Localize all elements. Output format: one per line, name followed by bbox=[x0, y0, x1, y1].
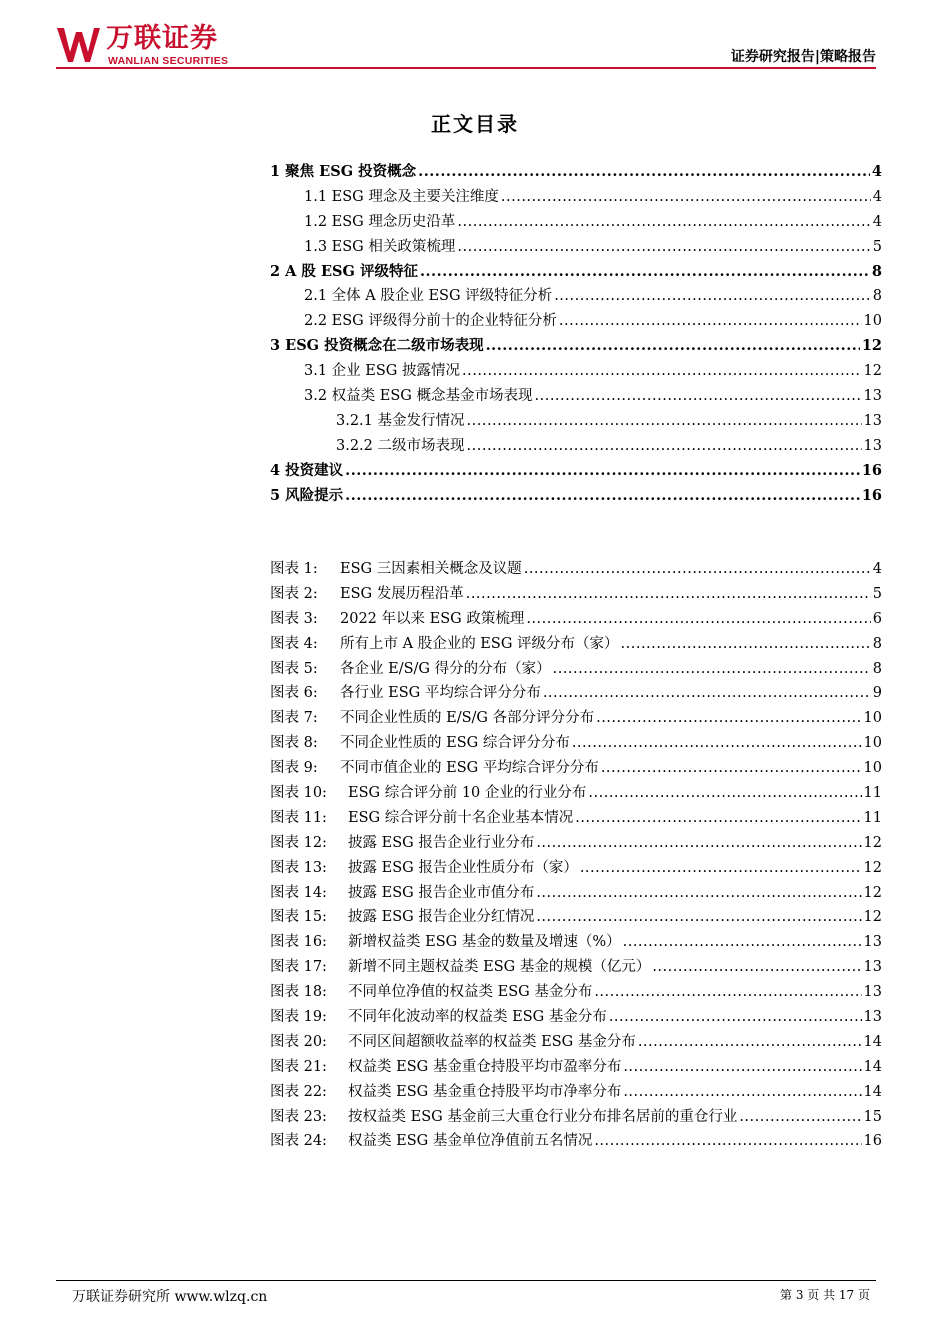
figure-page: 11 bbox=[863, 809, 882, 826]
figure-label: 不同企业性质的 ESG 综合评分分布 bbox=[340, 735, 570, 752]
figure-label: 不同年化波动率的权益类 ESG 基金分布 bbox=[348, 1009, 607, 1026]
toc-entry-label: 3.2 权益类 ESG 概念基金市场表现 bbox=[304, 388, 533, 405]
figure-label: 新增权益类 ESG 基金的数量及增速（%） bbox=[348, 934, 621, 951]
toc-entry-page: 10 bbox=[863, 313, 882, 330]
toc-entry[interactable] bbox=[270, 359, 882, 384]
page-header bbox=[56, 22, 876, 68]
figure-label: 新增不同主题权益类 ESG 基金的规模（亿元） bbox=[348, 959, 651, 976]
figure-page: 13 bbox=[863, 959, 882, 976]
figure-number: 图表 18: bbox=[270, 984, 327, 1001]
toc-entry[interactable] bbox=[270, 185, 882, 210]
figure-leader-dots bbox=[524, 561, 871, 577]
figure-entry[interactable] bbox=[270, 1055, 882, 1080]
toc-entry-label: 2 A 股 ESG 评级特征 bbox=[270, 262, 418, 280]
figure-leader-dots bbox=[466, 586, 871, 602]
toc-entry-page: 4 bbox=[872, 188, 882, 205]
figure-label: 披露 ESG 报告企业行业分布 bbox=[348, 834, 535, 851]
toc-entry[interactable] bbox=[270, 384, 882, 409]
figure-page: 14 bbox=[863, 1058, 882, 1075]
figure-entry[interactable] bbox=[270, 831, 882, 856]
toc-entry[interactable] bbox=[270, 484, 882, 509]
figure-page: 13 bbox=[863, 984, 882, 1001]
figure-page: 8 bbox=[872, 660, 882, 677]
figure-page: 13 bbox=[863, 1009, 882, 1026]
figure-list bbox=[270, 557, 882, 1154]
figure-leader-dots bbox=[594, 984, 861, 1000]
toc-leader-dots bbox=[462, 363, 862, 379]
figure-entry[interactable] bbox=[270, 681, 882, 706]
figure-page: 8 bbox=[872, 635, 882, 652]
figure-page: 5 bbox=[872, 585, 882, 602]
figure-page: 16 bbox=[863, 1133, 882, 1150]
toc-leader-dots bbox=[345, 487, 860, 504]
figure-leader-dots bbox=[536, 909, 861, 925]
figure-leader-dots bbox=[638, 1034, 862, 1050]
page-title: 正文目录 bbox=[431, 112, 519, 136]
wanlian-logo-icon bbox=[56, 26, 100, 64]
toc-entry-label: 3 ESG 投资概念在二级市场表现 bbox=[270, 337, 484, 355]
figure-number: 图表 23: bbox=[270, 1108, 327, 1125]
toc-leader-dots bbox=[559, 313, 862, 329]
toc-leader-dots bbox=[420, 263, 870, 280]
figure-leader-dots bbox=[536, 885, 861, 901]
toc-entry[interactable] bbox=[270, 210, 882, 235]
figure-number: 图表 6: bbox=[270, 685, 318, 702]
figure-leader-dots bbox=[553, 661, 871, 677]
figure-entry[interactable] bbox=[270, 881, 882, 906]
figure-number: 图表 20: bbox=[270, 1033, 327, 1050]
figure-leader-dots bbox=[623, 1059, 861, 1075]
figure-entry[interactable] bbox=[270, 905, 882, 930]
toc-entry-label: 3.2.2 二级市场表现 bbox=[336, 437, 465, 454]
figure-label: 权益类 ESG 基金重仓持股平均市净率分布 bbox=[348, 1083, 622, 1100]
footer-institute: 万联证券研究所 www.wlzq.cn bbox=[72, 1289, 268, 1305]
figure-leader-dots bbox=[526, 611, 870, 627]
figure-page: 10 bbox=[863, 760, 882, 777]
figure-leader-dots bbox=[652, 959, 861, 975]
figure-page: 10 bbox=[863, 710, 882, 727]
figure-leader-dots bbox=[575, 810, 861, 826]
figure-number: 图表 2: bbox=[270, 585, 318, 602]
figure-label: ESG 三因素相关概念及议题 bbox=[340, 561, 522, 577]
logo-chinese-name: 万联证券 bbox=[106, 23, 218, 54]
toc-leader-dots bbox=[457, 239, 870, 255]
page-number: 第 3 页 共 17 页 bbox=[780, 1288, 870, 1302]
figure-entry[interactable] bbox=[270, 1129, 882, 1154]
figure-entry[interactable] bbox=[270, 1105, 882, 1130]
figure-leader-dots bbox=[621, 636, 871, 652]
toc-entry-page: 8 bbox=[872, 288, 882, 305]
toc-entry-page: 13 bbox=[863, 412, 882, 429]
figure-label: 不同市值企业的 ESG 平均综合评分分布 bbox=[340, 760, 599, 777]
figure-number: 图表 13: bbox=[270, 859, 327, 876]
figure-label: 权益类 ESG 基金单位净值前五名情况 bbox=[348, 1133, 593, 1150]
figure-page: 14 bbox=[863, 1033, 882, 1050]
figure-entry[interactable] bbox=[270, 856, 882, 881]
toc-entry-page: 8 bbox=[871, 262, 882, 280]
toc-entry-label: 4 投资建议 bbox=[270, 461, 344, 479]
toc-entry-page: 12 bbox=[863, 363, 882, 380]
figure-label: 披露 ESG 报告企业市值分布 bbox=[348, 884, 535, 901]
header-divider bbox=[56, 67, 876, 69]
toc-entry-label: 2.2 ESG 评级得分前十的企业特征分析 bbox=[304, 313, 557, 330]
figure-entry[interactable] bbox=[270, 582, 882, 607]
figure-page: 13 bbox=[863, 934, 882, 951]
figure-page: 14 bbox=[863, 1083, 882, 1100]
figure-number: 图表 14: bbox=[270, 884, 327, 901]
toc-entry-label: 3.1 企业 ESG 披露情况 bbox=[304, 363, 460, 380]
toc-leader-dots bbox=[418, 163, 870, 180]
toc-entry-label: 5 风险提示 bbox=[270, 486, 344, 504]
toc-entry[interactable] bbox=[270, 309, 882, 334]
figure-entry[interactable] bbox=[270, 731, 882, 756]
figure-number: 图表 4: bbox=[270, 635, 318, 652]
toc-leader-dots bbox=[467, 413, 862, 429]
figure-entry[interactable] bbox=[270, 557, 882, 582]
toc-entry-page: 13 bbox=[863, 388, 882, 405]
figure-label: ESG 综合评分前十名企业基本情况 bbox=[348, 809, 574, 826]
figure-page: 9 bbox=[872, 685, 882, 702]
toc-entry[interactable] bbox=[270, 334, 882, 359]
figure-leader-dots bbox=[543, 685, 871, 701]
figure-entry[interactable] bbox=[270, 806, 882, 831]
toc-leader-dots bbox=[554, 288, 871, 304]
figure-entry[interactable] bbox=[270, 980, 882, 1005]
figure-entry[interactable] bbox=[270, 1080, 882, 1105]
figure-number: 图表 21: bbox=[270, 1058, 327, 1075]
figure-label: 2022 年以来 ESG 政策梳理 bbox=[340, 610, 525, 627]
figure-label: 所有上市 A 股企业的 ESG 评级分布（家） bbox=[340, 635, 619, 652]
figure-leader-dots bbox=[572, 735, 862, 751]
figure-leader-dots bbox=[580, 860, 862, 876]
figure-leader-dots bbox=[623, 1084, 861, 1100]
figure-leader-dots bbox=[594, 1133, 861, 1149]
figure-label: ESG 发展历程沿革 bbox=[340, 585, 464, 602]
figure-number: 图表 1: bbox=[270, 561, 318, 577]
figure-entry[interactable] bbox=[270, 955, 882, 980]
toc-entry-page: 16 bbox=[861, 486, 882, 504]
toc-entry-page: 13 bbox=[863, 437, 882, 454]
toc-leader-dots bbox=[501, 189, 871, 205]
figure-number: 图表 19: bbox=[270, 1009, 327, 1026]
figure-entry[interactable] bbox=[270, 1005, 882, 1030]
toc-entry[interactable] bbox=[270, 284, 882, 309]
toc-leader-dots bbox=[486, 337, 860, 354]
figure-label: 按权益类 ESG 基金前三大重仓行业分布排名居前的重仓行业 bbox=[348, 1108, 738, 1125]
figure-label: 披露 ESG 报告企业性质分布（家） bbox=[348, 859, 578, 876]
figure-page: 11 bbox=[863, 785, 882, 802]
table-of-contents bbox=[270, 160, 882, 508]
figure-label: 不同单位净值的权益类 ESG 基金分布 bbox=[348, 984, 593, 1001]
figure-number: 图表 8: bbox=[270, 735, 318, 752]
figure-entry[interactable] bbox=[270, 1030, 882, 1055]
toc-entry-page: 5 bbox=[872, 238, 882, 255]
figure-number: 图表 3: bbox=[270, 610, 318, 627]
figure-leader-dots bbox=[609, 1009, 862, 1025]
figure-label: 不同区间超额收益率的权益类 ESG 基金分布 bbox=[348, 1033, 636, 1050]
figure-number: 图表 17: bbox=[270, 959, 327, 976]
figure-entry[interactable] bbox=[270, 781, 882, 806]
toc-entry[interactable] bbox=[270, 160, 882, 185]
toc-entry[interactable] bbox=[270, 459, 882, 484]
figure-entry[interactable] bbox=[270, 930, 882, 955]
figure-page: 12 bbox=[863, 859, 882, 876]
figure-number: 图表 22: bbox=[270, 1083, 327, 1100]
toc-entry[interactable] bbox=[270, 235, 882, 260]
toc-entry[interactable] bbox=[270, 409, 882, 434]
figure-label: 各企业 E/S/G 得分的分布（家） bbox=[340, 660, 551, 677]
logo-english-name: WANLIAN SECURITIES bbox=[108, 55, 229, 67]
toc-entry-label: 1.3 ESG 相关政策梳理 bbox=[304, 238, 456, 255]
figure-entry[interactable] bbox=[270, 632, 882, 657]
figure-label: 披露 ESG 报告企业分红情况 bbox=[348, 909, 535, 926]
figure-entry[interactable] bbox=[270, 657, 882, 682]
figure-page: 12 bbox=[863, 834, 882, 851]
toc-leader-dots bbox=[535, 388, 862, 404]
toc-entry-page: 16 bbox=[861, 461, 882, 479]
toc-entry-page: 12 bbox=[861, 337, 882, 355]
figure-label: 权益类 ESG 基金重仓持股平均市盈率分布 bbox=[348, 1058, 622, 1075]
toc-leader-dots bbox=[345, 462, 860, 479]
figure-leader-dots bbox=[601, 760, 862, 776]
figure-number: 图表 9: bbox=[270, 760, 318, 777]
report-type-label: 证券研究报告|策略报告 bbox=[730, 49, 876, 65]
figure-page: 6 bbox=[872, 610, 882, 627]
figure-leader-dots bbox=[596, 710, 861, 726]
figure-leader-dots bbox=[739, 1109, 861, 1125]
figure-number: 图表 11: bbox=[270, 809, 327, 826]
figure-entry[interactable] bbox=[270, 756, 882, 781]
figure-entry[interactable] bbox=[270, 607, 882, 632]
figure-number: 图表 16: bbox=[270, 934, 327, 951]
toc-entry-label: 1.1 ESG 理念及主要关注维度 bbox=[304, 188, 499, 205]
figure-page: 15 bbox=[863, 1108, 882, 1125]
toc-entry[interactable] bbox=[270, 434, 882, 459]
figure-page: 4 bbox=[872, 561, 882, 577]
figure-label: 各行业 ESG 平均综合评分分布 bbox=[340, 685, 541, 702]
figure-page: 12 bbox=[863, 884, 882, 901]
figure-entry[interactable] bbox=[270, 706, 882, 731]
figure-leader-dots bbox=[588, 785, 861, 801]
figure-number: 图表 7: bbox=[270, 710, 318, 727]
figure-number: 图表 5: bbox=[270, 660, 318, 677]
figure-page: 10 bbox=[863, 735, 882, 752]
figure-number: 图表 10: bbox=[270, 785, 327, 802]
toc-entry-label: 3.2.1 基金发行情况 bbox=[336, 412, 465, 429]
figure-number: 图表 24: bbox=[270, 1133, 327, 1150]
figure-leader-dots bbox=[536, 835, 861, 851]
figure-number: 图表 12: bbox=[270, 834, 327, 851]
toc-entry-page: 4 bbox=[871, 163, 882, 180]
toc-entry[interactable] bbox=[270, 260, 882, 285]
toc-entry-page: 4 bbox=[872, 213, 882, 230]
toc-leader-dots bbox=[457, 214, 870, 230]
footer-divider bbox=[56, 1280, 876, 1281]
toc-entry-label: 1 聚焦 ESG 投资概念 bbox=[270, 163, 417, 180]
toc-entry-label: 2.1 全体 A 股企业 ESG 评级特征分析 bbox=[304, 288, 553, 305]
figure-leader-dots bbox=[623, 934, 862, 950]
toc-leader-dots bbox=[467, 438, 862, 454]
figure-label: ESG 综合评分前 10 企业的行业分布 bbox=[348, 785, 587, 802]
figure-page: 12 bbox=[863, 909, 882, 926]
toc-entry-label: 1.2 ESG 理念历史沿革 bbox=[304, 213, 456, 230]
figure-label: 不同企业性质的 E/S/G 各部分评分分布 bbox=[340, 710, 595, 727]
figure-number: 图表 15: bbox=[270, 909, 327, 926]
